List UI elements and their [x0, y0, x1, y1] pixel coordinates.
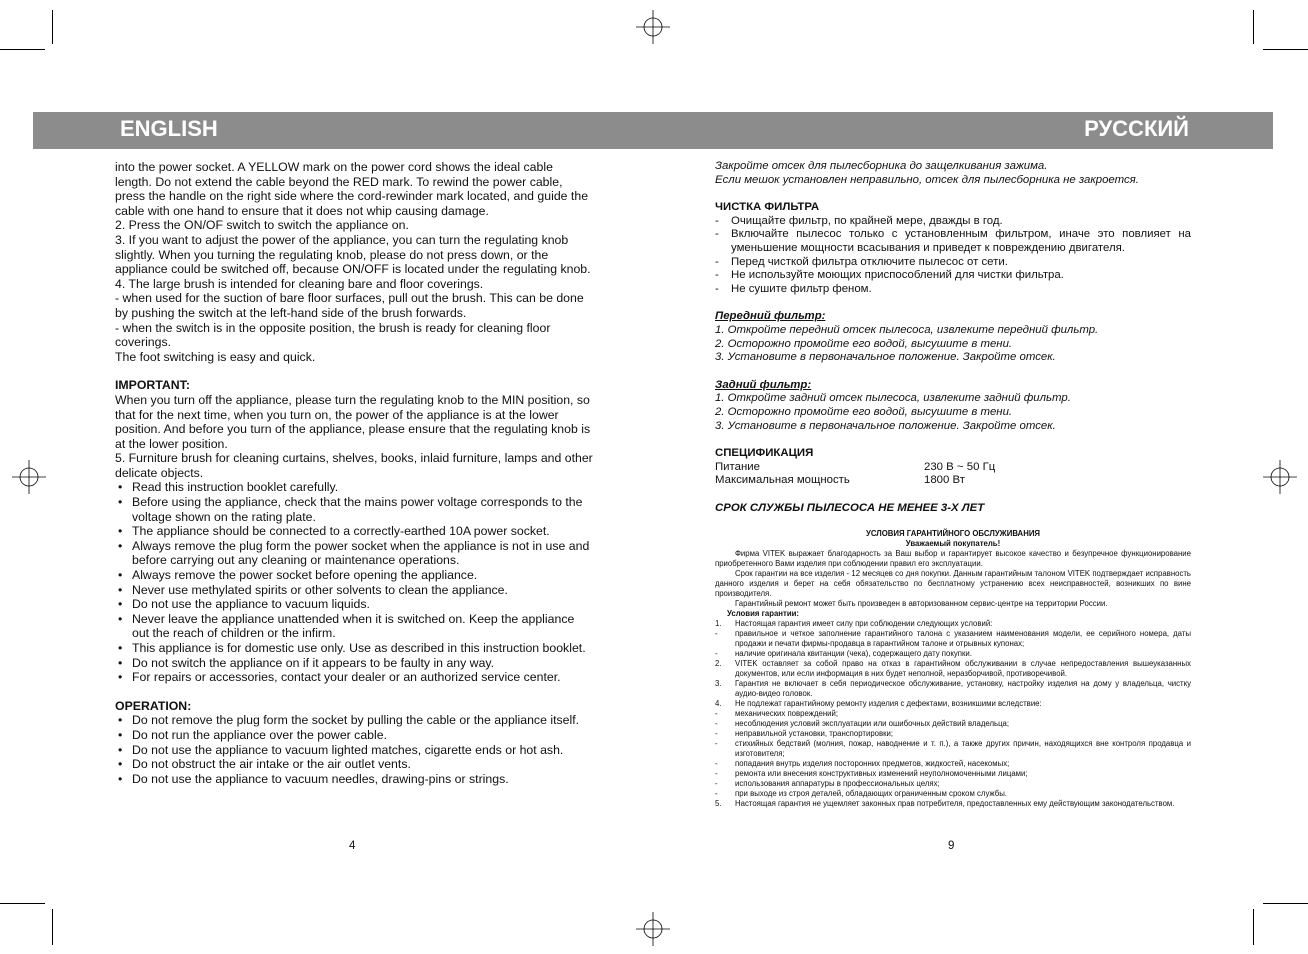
paragraph: The foot switching is easy and quick. [115, 349, 316, 364]
warranty-item [715, 699, 1191, 709]
paragraph: Если мешок установлен неправильно, отсек для пылесборника не закроется. [715, 173, 1139, 186]
warranty-item [715, 719, 1191, 729]
crop-mark [1253, 10, 1254, 44]
registration-mark-icon [12, 460, 46, 494]
warranty-paragraph: Гарантийный ремонт может быть произведен в авторизованном сервис-центре на территории России. [735, 599, 1108, 609]
paragraph: into the power socket. A YELLOW mark on the power cord shows the ideal cable length. Do not extend the cable beyond the RED mark. To rewind the power cable, press the handle on the right side where the cord-rewinder mark located, and guide the cable with one hand to ensure that it does not whip causing damage. [115, 160, 589, 218]
warranty-item [715, 729, 1191, 739]
item-marker: - [715, 789, 718, 799]
step: 2. Осторожно промойте его водой, высушите в тени. [715, 337, 1013, 350]
crop-mark [1263, 903, 1308, 904]
language-title-russian: РУССКИЙ [1084, 116, 1189, 141]
paragraph: 5. Furniture brush for cleaning curtains, shelves, books, inlaid furniture, lamps and other delicate objects. [115, 451, 593, 480]
page-number-right: 9 [948, 840, 955, 852]
spec-key: Питание [715, 460, 760, 473]
item-marker: - [715, 729, 718, 739]
crop-mark [1253, 909, 1254, 945]
warranty-item [715, 769, 1191, 779]
list-item: • Do not switch the appliance on if it appears to be faulty in any way. [115, 656, 593, 671]
russian-column [715, 160, 1191, 809]
list-item: • Do not use the appliance to vacuum liquids. [115, 597, 593, 612]
paragraph: 4. The large brush is intended for cleaning bare and floor coverings. [115, 276, 484, 291]
step: 3. Установите в первоначальное положение. Закройте отсек. [715, 419, 1056, 432]
item-marker: 2. [715, 659, 722, 669]
warranty-item [715, 779, 1191, 789]
crop-mark [52, 10, 53, 44]
warranty-item [715, 709, 1191, 719]
list-item: • Do not use the appliance to vacuum lighted matches, cigarette ends or hot ash. [115, 743, 593, 758]
crop-mark [0, 49, 45, 50]
crop-mark [52, 909, 53, 945]
item-text: ремонта или внесения конструктивных изменений неуполномоченными лицами; [735, 769, 1028, 779]
item-marker: - [715, 709, 718, 719]
list-item: • Do not run the appliance over the power cable. [115, 728, 593, 743]
crop-mark [1263, 49, 1308, 50]
item-marker: 4. [715, 699, 722, 709]
item-text: попадания внутрь изделия посторонних предметов, жидкостей, насекомых; [735, 759, 1010, 769]
warranty-item [715, 789, 1191, 799]
warranty-item [715, 619, 1191, 629]
list-item: - Включайте пылесос только с установленным фильтром, иначе это повлияет на уменьшение мощности всасывания и приведет к повреждению двигателя. [715, 228, 1191, 255]
list-item: • Never leave the appliance unattended when it is switched on. Keep the appliance out the reach of children or the infirm. [115, 612, 593, 641]
list-item: - Не используйте моющих приспособлений для чистки фильтра. [715, 269, 1191, 283]
important-heading: IMPORTANT: [115, 378, 190, 393]
spec-value: 230 В ~ 50 Гц [924, 460, 996, 473]
warranty-greeting: Уважаемый покупатель! [905, 539, 1001, 549]
warranty-paragraph: Срок гарантии на все изделия - 12 месяцев со дня покупки. Данным гарантийным талоном VITEK подтверждает исправность данного изделия и берет на себя обязательство по бесплатному устранению всех неисправностей, возникших по вине производителя. [715, 569, 1191, 599]
section-header-bar [33, 112, 1273, 149]
warranty-item [715, 679, 1191, 699]
item-text: использования аппаратуры в профессиональных целях; [735, 779, 940, 789]
list-item: - Не сушите фильтр феном. [715, 283, 1191, 297]
list-item: • Always remove the plug form the power socket when the appliance is not in use and before carrying out any cleaning or maintenance operations. [115, 539, 593, 568]
warranty-item [715, 759, 1191, 769]
registration-mark-icon [636, 10, 670, 44]
spec-row [715, 474, 1191, 488]
item-text: стихийных бедствий (молния, пожар, наводнение и т. п.), а также других причин, находящихся вне контроля продавца и изготовителя; [735, 739, 1191, 759]
list-item: • This appliance is for domestic use only. Use as described in this instruction booklet. [115, 641, 593, 656]
item-text: Гарантия не включает в себя периодическое обслуживание, установку, настройку изделия на дому у владельца, чистку аудио-видео головок. [735, 679, 1191, 699]
spec-row [715, 461, 1191, 475]
safety-list [115, 480, 593, 684]
crop-mark [0, 903, 45, 904]
paragraph: - when used for the suction of bare floor surfaces, pull out the brush. This can be done by pushing the switch at the left-hand side of the brush forwards. [115, 291, 584, 320]
list-item: • Do not obstruct the air intake or the air outlet vents. [115, 757, 593, 772]
paragraph: - when the switch is in the opposite position, the brush is ready for cleaning floor coverings. [115, 320, 551, 350]
paragraph: When you turn off the appliance, please turn the regulating knob to the MIN position, so that for the next time, when you turn on, the power of the appliance is at the lower position. And before you turn of the appliance, please ensure that the regulating knob is at the lower position. [115, 392, 591, 451]
spec-key: Максимальная мощность [715, 474, 850, 487]
paragraph: 3. If you want to adjust the power of the appliance, you can turn the regulating knob slightly. When you turning the regulating knob, please do not press down, or the appliance could be switched off, because ON/OFF is located under the regulating knob. [115, 232, 591, 277]
registration-mark-icon [1263, 460, 1297, 494]
warranty-conditions-label: Условия гарантии: [727, 609, 800, 619]
item-marker: - [715, 649, 718, 659]
list-item: • Before using the appliance, check that the mains power voltage corresponds to the voltage shown on the rating plate. [115, 495, 593, 524]
item-text: неправильной установки, транспортировки; [735, 729, 894, 739]
paragraph: 2. Press the ON/OF switch to switch the appliance on. [115, 218, 409, 233]
item-marker: - [715, 629, 718, 639]
spec-value: 1800 Вт [924, 474, 965, 487]
specification-heading: СПЕЦИФИКАЦИЯ [715, 446, 814, 459]
list-item: • Do not remove the plug form the socket by pulling the cable or the appliance itself. [115, 713, 593, 728]
warranty-paragraph: Фирма VITEK выражает благодарность за Ваш выбор и гарантирует высокое качество и безупречное функционирование приобретенного Вами изделия при соблюдении правил его эксплуатации. [715, 549, 1191, 569]
item-text: механических повреждений; [735, 709, 839, 719]
list-item: • For repairs or accessories, contact your dealer or an authorized service center. [115, 670, 593, 685]
operation-list [115, 713, 593, 786]
list-item: • Never use methylated spirits or other solvents to clean the appliance. [115, 583, 593, 598]
list-item: - Перед чисткой фильтра отключите пылесос от сети. [715, 256, 1191, 270]
warranty-item [715, 659, 1191, 679]
item-marker: 3. [715, 679, 722, 689]
registration-mark-icon [636, 912, 670, 946]
warranty-item [715, 739, 1191, 759]
front-filter-heading: Передний фильтр: [715, 310, 826, 323]
item-marker: - [715, 759, 718, 769]
list-item: • The appliance should be connected to a correctly-earthed 10A power socket. [115, 524, 593, 539]
language-title-english: ENGLISH [120, 116, 218, 141]
item-marker: - [715, 719, 718, 729]
item-text: наличие оригинала квитанции (чека), содержащего дату покупки. [735, 649, 972, 659]
item-text: Настоящая гарантия имеет силу при соблюдении следующих условий: [735, 619, 993, 629]
list-item: • Do not use the appliance to vacuum needles, drawing-pins or strings. [115, 772, 593, 787]
step: 3. Установите в первоначальное положение. Закройте отсек. [715, 351, 1056, 364]
list-item: • Always remove the power socket before opening the appliance. [115, 568, 593, 583]
item-text: Настоящая гарантия не ущемляет законных прав потребителя, предоставленных ему действующим законодательством. [735, 799, 1175, 809]
item-text: VITEK оставляет за собой право на отказ в гарантийном обслуживании в случае непредоставления вышеуказанных документов, или если информация в них будет неполной, неразборчивой, противоречивой. [735, 659, 1191, 679]
item-marker: 1. [715, 619, 722, 629]
item-text: при выходе из строя деталей, обладающих ограниченным сроком службы. [735, 789, 1007, 799]
filter-list [715, 215, 1191, 297]
operation-heading: OPERATION: [115, 698, 192, 713]
warranty-item [715, 799, 1191, 809]
service-life-note: СРОК СЛУЖБЫ ПЫЛЕСОСА НЕ МЕНЕЕ 3-Х ЛЕТ [715, 501, 985, 514]
item-marker: - [715, 779, 718, 789]
item-marker: - [715, 739, 718, 749]
step: 1. Откройте задний отсек пылесоса, извлеките задний фильтр. [715, 392, 1071, 405]
filter-cleaning-heading: ЧИСТКА ФИЛЬТРА [715, 200, 820, 213]
warranty-item [715, 629, 1191, 649]
page-number-left: 4 [349, 840, 356, 852]
warranty-title: УСЛОВИЯ ГАРАНТИЙНОГО ОБСЛУЖИВАНИЯ [865, 529, 1041, 539]
item-text: правильное и четкое заполнение гарантийного талона с указанием наименования модели, ее серийного номера, даты продажи и печати фирмы-продавца в гарантийном талоне и отрывных купонах; [735, 629, 1191, 649]
english-column [115, 160, 593, 786]
step: 2. Осторожно промойте его водой, высушите в тени. [715, 406, 1013, 419]
rear-filter-heading: Задний фильтр: [715, 378, 812, 391]
warranty-section [715, 529, 1191, 809]
list-item: • Read this instruction booklet carefully. [115, 480, 593, 495]
list-item: - Очищайте фильтр, по крайней мере, дважды в год. [715, 215, 1191, 229]
paragraph: Закройте отсек для пылесборника до защелкивания зажима. [715, 160, 1048, 172]
warranty-item [715, 649, 1191, 659]
item-text: Не подлежат гарантийному ремонту изделия с дефектами, возникшими вследствие: [735, 699, 1042, 709]
item-marker: - [715, 769, 718, 779]
step: 1. Откройте передний отсек пылесоса, извлеките передний фильтр. [715, 324, 1099, 337]
item-marker: 5. [715, 799, 722, 809]
item-text: несоблюдения условий эксплуатации или ошибочных действий владельца; [735, 719, 1010, 729]
